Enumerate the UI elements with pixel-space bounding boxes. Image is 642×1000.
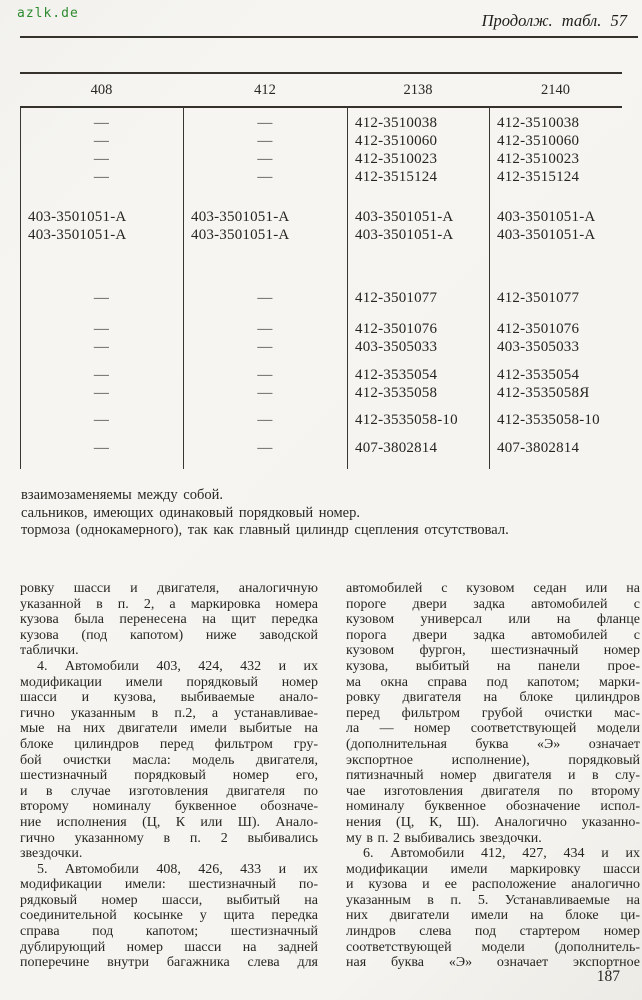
table-cell: 412-3535054 bbox=[497, 367, 580, 383]
text-line: бой очистки масла: модель двигателя, bbox=[20, 752, 318, 768]
text-line: гично указанным в п.2, а устанавливае- bbox=[20, 705, 318, 721]
text-line: порога двери задка автомобилей с bbox=[346, 627, 640, 643]
table-cell-empty: — bbox=[257, 321, 273, 337]
table-row-group bbox=[20, 411, 622, 429]
table-row-group bbox=[20, 114, 622, 186]
text-line: рядковый номер шасси, выбитый на bbox=[20, 892, 318, 908]
table-row bbox=[20, 320, 622, 338]
table-row-group bbox=[20, 366, 622, 402]
table-cell-empty: — bbox=[93, 169, 110, 185]
text-line: таблички. bbox=[20, 643, 79, 659]
table-header bbox=[20, 72, 622, 108]
text-line: номиналу буквенное обозначение испол- bbox=[346, 799, 640, 815]
text-line: дублирующий номер шасси на задней bbox=[20, 939, 318, 955]
table-rows bbox=[20, 114, 622, 457]
text-line: второму номиналу буквенное обозначе- bbox=[20, 799, 318, 815]
footnote-line: сальников, имеющих одинаковый порядковый номер. bbox=[21, 504, 360, 521]
table-header-cell: 408 bbox=[90, 81, 113, 98]
text-line: них двигатели имели на блоке ци- bbox=[346, 908, 640, 924]
footnote-line: тормоза (однокамерного), так как главный цилиндр сцепления отсутствовал. bbox=[21, 522, 509, 538]
table-cell-empty: — bbox=[93, 367, 110, 383]
text-line: нения (Ц, К, Ш). Аналогично указанно- bbox=[346, 814, 640, 830]
table-cell-empty: — bbox=[257, 385, 273, 401]
text-line: модификации имели маркировку шасси bbox=[346, 861, 640, 877]
table-cell-empty: — bbox=[257, 151, 273, 167]
table-cell-empty: — bbox=[93, 290, 110, 306]
table-cell-empty: — bbox=[257, 440, 273, 456]
text-line: указанным в п. 5. Устанавливаемые на bbox=[346, 892, 640, 908]
table-cell: 407-3802814 bbox=[497, 440, 580, 456]
text-line: и в случае изготовления двигателя по bbox=[20, 783, 318, 799]
footnote-line: взаимозаменяемы между собой. bbox=[21, 487, 223, 503]
table-body bbox=[20, 106, 622, 469]
table-cell: 412-3535058Я bbox=[497, 385, 590, 401]
text-line: кузова, выбитый на панели прое- bbox=[346, 658, 640, 674]
table-cell: 403-3501051-А bbox=[191, 209, 290, 225]
text-line: перед фильтром грубой очистки мас- bbox=[346, 705, 640, 721]
table-cell-empty: — bbox=[93, 321, 110, 337]
text-line: шасси и кузова, выбиваемые анало- bbox=[20, 690, 318, 706]
text-line: автомобилей с кузовом седан или на bbox=[346, 581, 640, 596]
text-line: звездочки. bbox=[20, 846, 83, 862]
table-cell: 412-3501076 bbox=[355, 321, 438, 337]
table-row bbox=[20, 208, 622, 226]
table-cell: 403-3505033 bbox=[497, 339, 580, 355]
text-line: гично указанному в п. 2 выбивались bbox=[20, 830, 318, 846]
table-vline bbox=[20, 106, 21, 469]
text-column-left bbox=[20, 581, 318, 971]
text-line: соответствующей модели (дополнитель- bbox=[346, 939, 640, 955]
text-line: поперечине внутри багажника слева для bbox=[20, 955, 318, 971]
table-cell: 403-3501051-А bbox=[497, 227, 596, 243]
table-cell-empty: — bbox=[257, 367, 273, 383]
text-line: и кузова и ее расположение аналогично bbox=[346, 877, 640, 893]
text-line: соединительной косынке у щита передка bbox=[20, 908, 318, 924]
table-cell: 403-3501051-А bbox=[355, 227, 454, 243]
text-line: чае изготовления двигателя по второму bbox=[346, 783, 640, 799]
table-cell: 412-3510060 bbox=[355, 133, 438, 149]
table-cell: 403-3501051-А bbox=[355, 209, 454, 225]
text-line: экспортное исполнение), порядковый bbox=[346, 752, 640, 768]
table-cell-empty: — bbox=[93, 339, 110, 355]
text-line: блоке цилиндров перед фильтром гру- bbox=[20, 736, 318, 752]
text-line: ная буква «Э» означает экспортное bbox=[346, 955, 640, 971]
table-cell: 403-3505033 bbox=[355, 339, 438, 355]
text-line: справа под капотом; шестизначный bbox=[20, 924, 318, 940]
text-line: кузова была перенесена на щит передка bbox=[20, 612, 318, 628]
text-line: модификации имели порядковый номер bbox=[20, 674, 318, 690]
table-row bbox=[20, 226, 622, 244]
table-cell: 403-3501051-А bbox=[28, 227, 127, 243]
text-line: мые на них двигатели имели выбитые на bbox=[20, 721, 318, 737]
table-cell: 403-3501051-А bbox=[191, 227, 290, 243]
text-line: кузовом универсал или на фланце bbox=[346, 612, 640, 628]
table-cell: 412-3535054 bbox=[355, 367, 438, 383]
table-vline bbox=[347, 106, 348, 469]
table-continuation-caption: Продолж. табл. 57 bbox=[481, 11, 627, 30]
table-row bbox=[20, 132, 622, 150]
text-line: линдров слева под стартером номер bbox=[346, 924, 640, 940]
table-cell-empty: — bbox=[257, 290, 273, 306]
text-line: 6. Автомобили 412, 427, 434 и их bbox=[363, 846, 640, 862]
table-cell-empty: — bbox=[257, 339, 273, 355]
table-row-group bbox=[20, 289, 622, 307]
text-line: кузова (под капотом) ниже заводской bbox=[20, 627, 318, 643]
table-row bbox=[20, 338, 622, 356]
table-cell: 412-3501077 bbox=[497, 290, 580, 306]
table-header-cell: 2140 bbox=[541, 81, 570, 98]
table-row bbox=[20, 168, 622, 186]
table-cell: 412-3510038 bbox=[497, 115, 580, 131]
table-cell-empty: — bbox=[93, 385, 110, 401]
table-header-cell: 412 bbox=[254, 81, 276, 98]
page-number: 187 bbox=[596, 968, 620, 985]
table-row bbox=[20, 439, 622, 457]
table-cell-empty: — bbox=[93, 151, 110, 167]
table-cell: 412-3510038 bbox=[355, 115, 438, 131]
text-line: ровку двигателя на блоке цилиндров bbox=[346, 690, 640, 706]
table-cell: 412-3501076 bbox=[497, 321, 580, 337]
table-row bbox=[20, 411, 622, 429]
text-line: ла — номер соответствующей модели bbox=[346, 721, 640, 737]
table-vline bbox=[489, 106, 490, 469]
table-cell: 403-3501051-А bbox=[28, 209, 127, 225]
table-cell: 412-3515124 bbox=[497, 169, 580, 185]
text-line: модификации имели: шестизначный по- bbox=[20, 877, 318, 893]
table-header-cell: 2138 bbox=[403, 81, 433, 98]
table-row-group bbox=[20, 439, 622, 457]
text-line: му в п. 2 выбивались звездочки. bbox=[346, 830, 542, 846]
table-cell: 412-3515124 bbox=[355, 169, 438, 185]
table-cell: 407-3802814 bbox=[355, 440, 438, 456]
text-line: шестизначный порядковый номер его, bbox=[20, 768, 318, 784]
text-column-right bbox=[346, 581, 640, 971]
table-row bbox=[20, 289, 622, 307]
table-cell-empty: — bbox=[257, 412, 273, 428]
watermark-azlk: azlk.de bbox=[17, 6, 79, 21]
footnotes bbox=[21, 487, 635, 540]
table-row bbox=[20, 150, 622, 168]
text-line: пороге двери задка автомобилей с bbox=[346, 596, 640, 612]
table-cell: 412-3535058-10 bbox=[497, 412, 600, 428]
text-line: ровку шасси и двигателя, аналогичную bbox=[20, 581, 318, 596]
text-line: 4. Автомобили 403, 424, 432 и их bbox=[37, 658, 318, 674]
table-cell-empty: — bbox=[93, 412, 110, 428]
text-line: пятизначный номер двигателя и в слу- bbox=[346, 768, 640, 784]
table-vline bbox=[183, 106, 184, 469]
text-line: (дополнительная буква «Э» означает bbox=[346, 736, 640, 752]
table-cell: 412-3510023 bbox=[355, 151, 438, 167]
table-cell-empty: — bbox=[257, 169, 273, 185]
text-line: кузовом фургон, шестизначный номер bbox=[346, 643, 640, 659]
table-cell-empty: — bbox=[93, 440, 110, 456]
table-cell: 412-3501077 bbox=[355, 290, 438, 306]
table-row bbox=[20, 114, 622, 132]
table-row bbox=[20, 384, 622, 402]
table-cell: 412-3510060 bbox=[497, 133, 580, 149]
table-row bbox=[20, 366, 622, 384]
table-row-group bbox=[20, 320, 622, 356]
table-cell-empty: — bbox=[93, 115, 110, 131]
table-cell-empty: — bbox=[93, 133, 110, 149]
table-cell: 412-3535058 bbox=[355, 385, 438, 401]
body-text bbox=[20, 581, 640, 971]
text-line: ма окна справа под капотом; марки- bbox=[346, 674, 640, 690]
table-cell: 412-3535058-10 bbox=[355, 412, 458, 428]
table-cell-empty: — bbox=[257, 133, 273, 149]
table-cell-empty: — bbox=[257, 115, 273, 131]
table-cell: 412-3510023 bbox=[497, 151, 580, 167]
top-rule bbox=[20, 36, 638, 38]
text-line: 5. Автомобили 408, 426, 433 и их bbox=[37, 861, 318, 877]
table-row-group bbox=[20, 208, 622, 244]
text-line: указанной в п. 2, а маркировка номера bbox=[20, 596, 318, 612]
table-cell: 403-3501051-А bbox=[497, 209, 596, 225]
text-line: ние исполнения (Ц, К или Ш). Анало- bbox=[20, 814, 318, 830]
